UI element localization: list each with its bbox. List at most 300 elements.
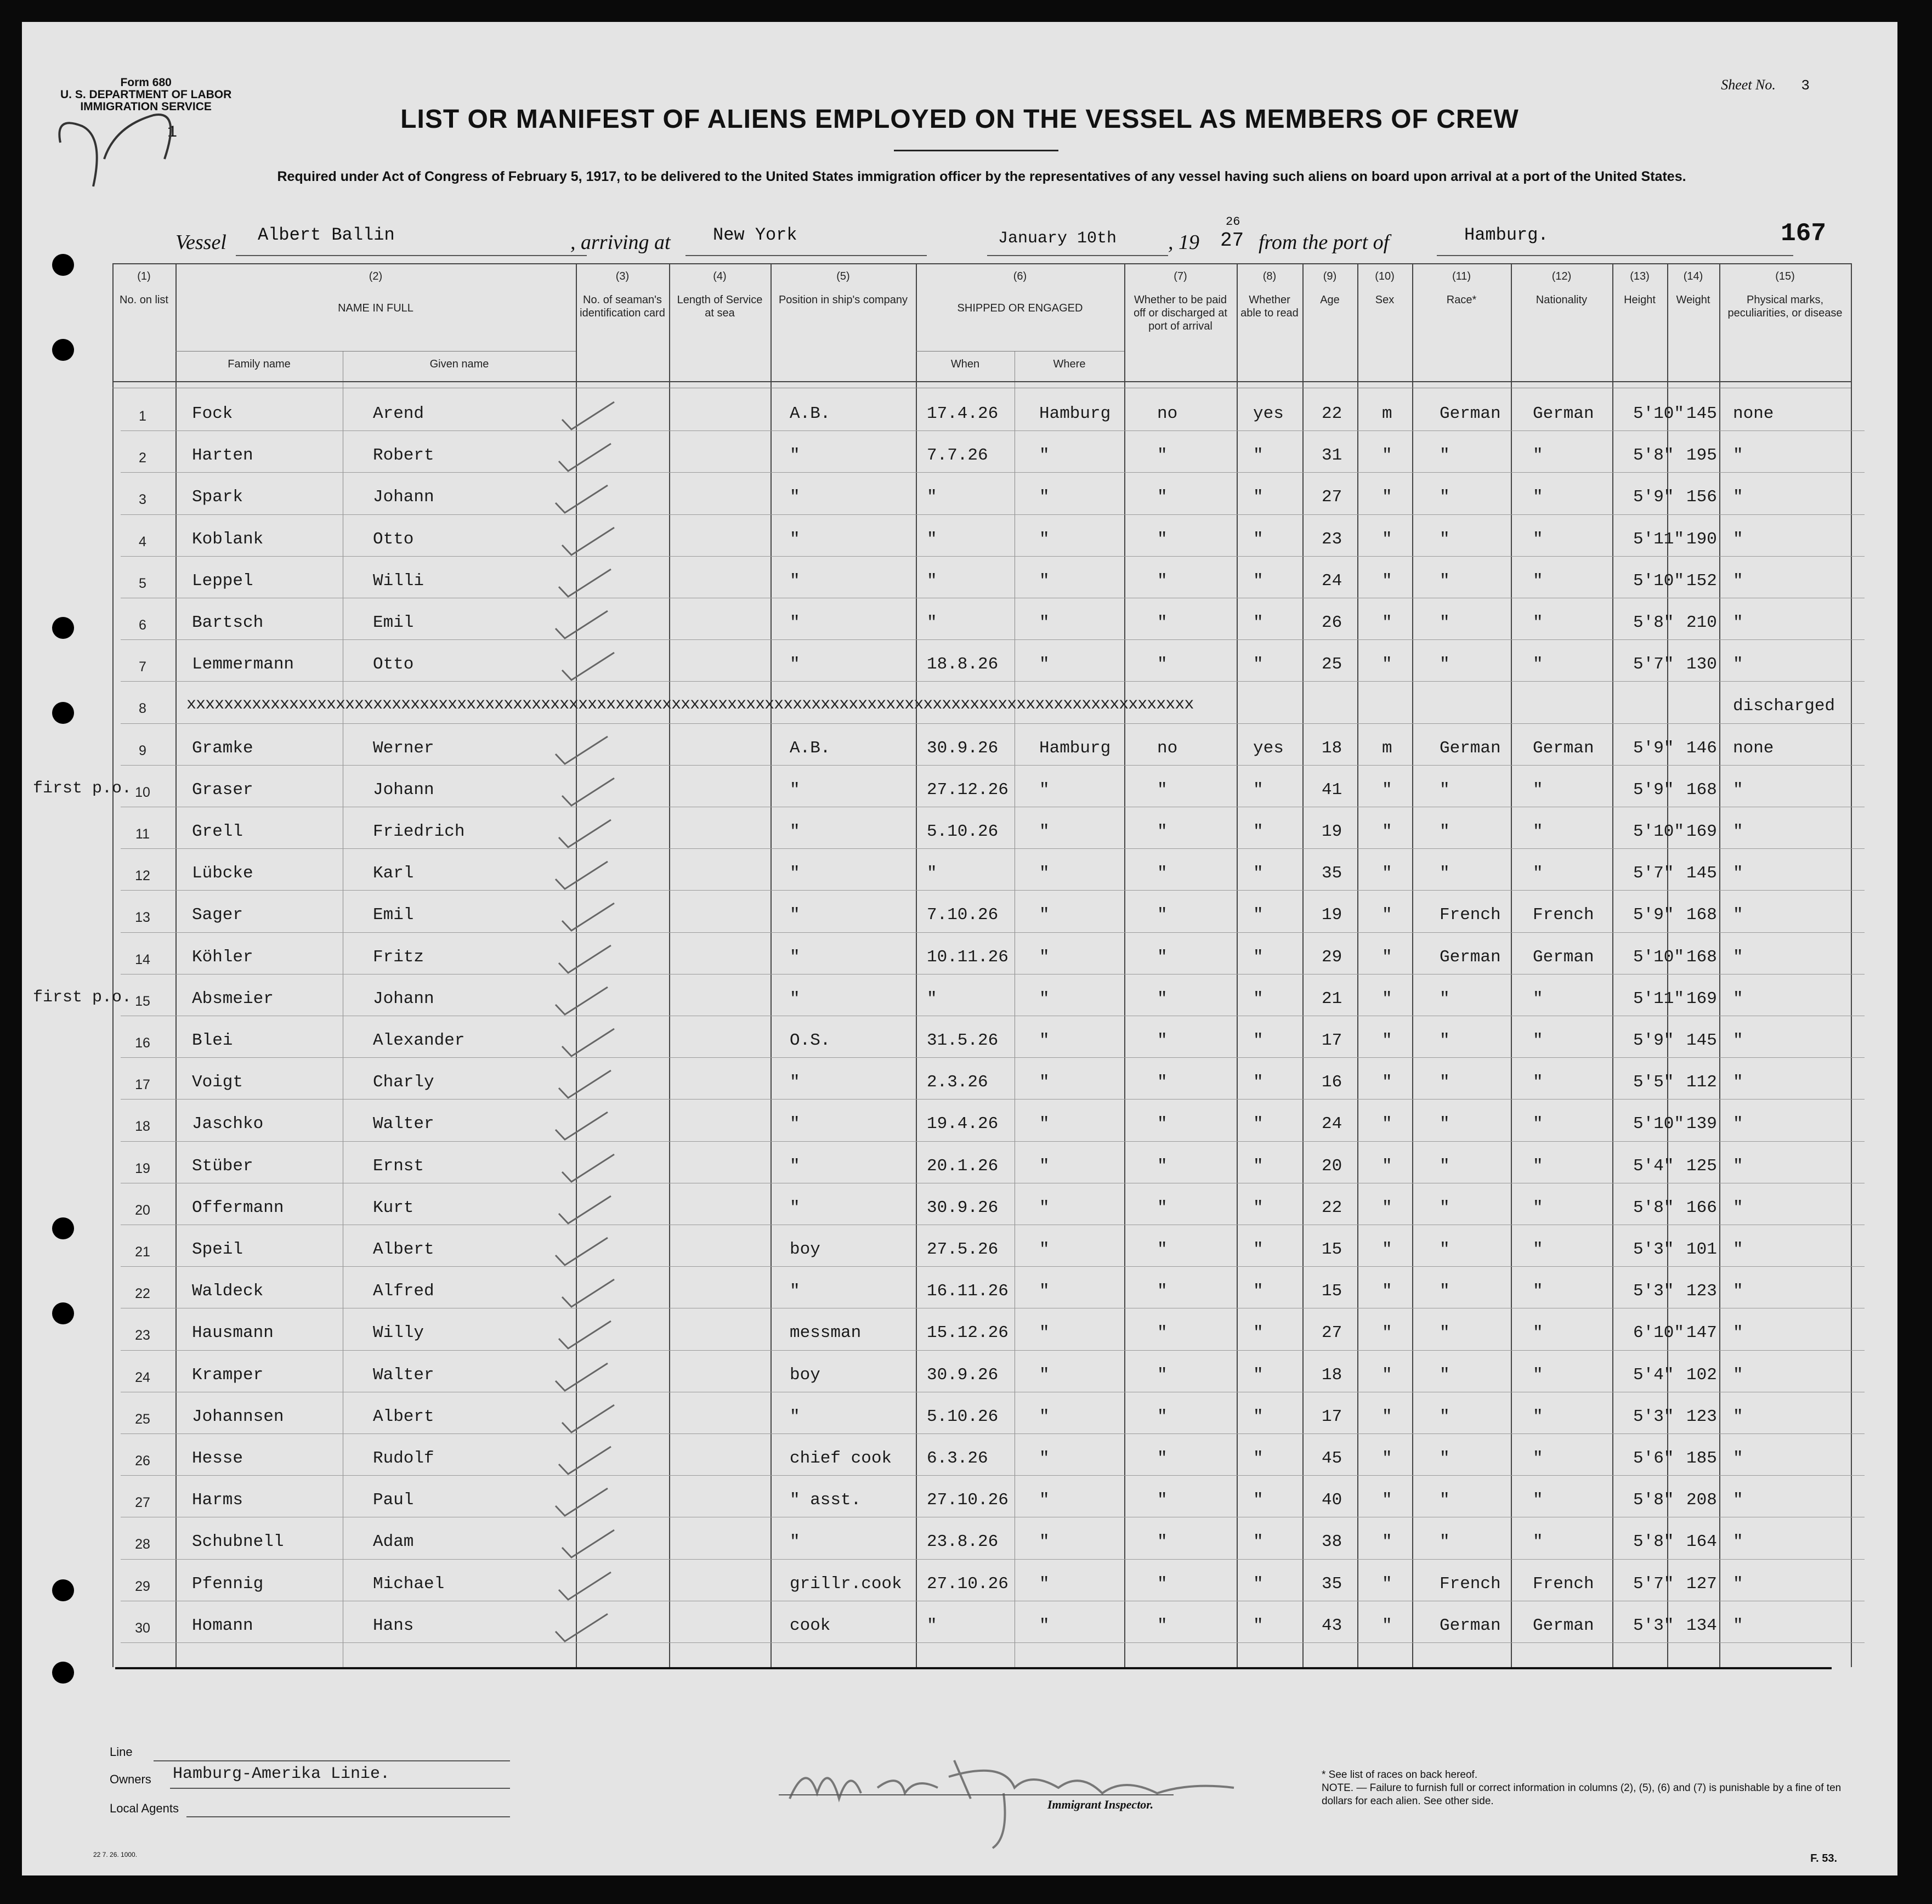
cell-where: Hamburg (1039, 404, 1111, 423)
cell-race: " (1440, 1365, 1450, 1385)
cell-height: 5'5" (1633, 1073, 1674, 1092)
cell-sex: " (1382, 1114, 1392, 1134)
binder-hole (52, 254, 74, 276)
cell-given: Johann (373, 989, 434, 1008)
cell-height: 5'8" (1633, 1491, 1674, 1510)
column-rule (1357, 263, 1358, 1667)
cell-age: 16 (1322, 1073, 1342, 1092)
cell-given: Adam (373, 1532, 414, 1552)
cell-when: 23.8.26 (927, 1532, 999, 1552)
cell-sex: " (1382, 446, 1392, 466)
cell-height: 5'7" (1633, 655, 1674, 675)
cell-nat: " (1533, 655, 1543, 675)
cell-marks: " (1733, 1449, 1743, 1468)
cell-height: 5'8" (1633, 446, 1674, 466)
cell-where: " (1039, 1156, 1050, 1176)
cell-where: " (1039, 655, 1050, 675)
cell-weight: 102 (1686, 1365, 1717, 1385)
margin-note: first p.o. (33, 779, 132, 798)
cell-age: 17 (1322, 1407, 1342, 1426)
column-subheader-c6a: When (950, 358, 980, 370)
cell-marks: " (1733, 1407, 1743, 1426)
cell-height: 5'9" (1633, 738, 1674, 758)
cell-height: 5'3" (1633, 1616, 1674, 1635)
cell-age: 17 (1322, 1031, 1342, 1050)
cell-nat: " (1533, 1449, 1543, 1468)
row-number: 25 (135, 1411, 150, 1427)
cell-age: 21 (1322, 989, 1342, 1008)
service-name: IMMIGRATION SERVICE (80, 100, 212, 113)
cell-marks: " (1733, 1073, 1743, 1092)
cell-height: 5'4" (1633, 1365, 1674, 1385)
cell-nat: French (1533, 1574, 1594, 1594)
cell-weight: 145 (1686, 404, 1717, 423)
owners-value: Hamburg-Amerika Linie. (173, 1765, 390, 1783)
margin-note: first p.o. (33, 988, 132, 1007)
cell-age: 18 (1322, 738, 1342, 758)
cell-paid: " (1157, 780, 1168, 800)
cell-given: Walter (373, 1365, 434, 1385)
id-card-checkmark (556, 1066, 616, 1104)
cell-read: yes (1253, 404, 1284, 423)
cell-age: 15 (1322, 1240, 1342, 1259)
row-rule (121, 1475, 1865, 1476)
cell-height: 5'10" (1633, 571, 1685, 591)
cell-given: Arend (373, 404, 424, 423)
vessel-label: Vessel (175, 231, 226, 254)
id-card-checkmark (559, 1401, 620, 1439)
cell-paid: " (1157, 1532, 1168, 1552)
cell-read: " (1253, 1616, 1264, 1635)
row-rule (121, 1642, 1865, 1643)
cell-position: cook (790, 1616, 831, 1635)
row-number: 26 (135, 1453, 150, 1469)
cell-age: 19 (1322, 822, 1342, 841)
cell-age: 24 (1322, 1114, 1342, 1134)
cell-family: Harten (192, 446, 253, 466)
cell-read: " (1253, 947, 1264, 967)
cell-age: 35 (1322, 864, 1342, 883)
row-number: 21 (135, 1244, 150, 1260)
cell-position: " (790, 822, 800, 841)
cell-family: Graser (192, 780, 253, 800)
row-number: 2 (139, 450, 146, 466)
cell-when: 27.5.26 (927, 1240, 999, 1259)
id-card-checkmark (559, 1275, 620, 1313)
cell-marks: discharged (1733, 696, 1835, 716)
cell-sex: " (1382, 1031, 1392, 1050)
cell-position: A.B. (790, 738, 831, 758)
cell-paid: " (1157, 905, 1168, 925)
cell-marks: " (1733, 1574, 1743, 1594)
column-header-c11: Race* (1446, 294, 1477, 306)
from-port-label: from the port of (1259, 231, 1390, 254)
column-subheader-c6b: Where (1053, 358, 1086, 370)
column-header-c15: Physical marks, peculiarities, or disease (1727, 294, 1843, 319)
row-number: 3 (139, 492, 146, 508)
cell-when: 6.3.26 (927, 1449, 988, 1468)
cell-sex: " (1382, 1365, 1392, 1385)
cell-age: 41 (1322, 780, 1342, 800)
cell-family: Speil (192, 1240, 243, 1259)
cell-weight: 127 (1686, 1574, 1717, 1594)
cell-given: Emil (373, 613, 414, 632)
binder-hole (52, 1579, 74, 1601)
cell-position: " (790, 947, 800, 967)
cell-read: " (1253, 446, 1264, 466)
column-number: (15) (1775, 270, 1795, 282)
cell-weight: 168 (1686, 947, 1717, 967)
column-number: (2) (369, 270, 383, 282)
column-subheader-c2b: Given name (429, 358, 489, 370)
row-rule (121, 1099, 1865, 1100)
cell-given: Albert (373, 1407, 434, 1426)
id-card-checkmark (553, 481, 613, 519)
row-rule (121, 430, 1865, 431)
cell-race: " (1440, 529, 1450, 549)
cell-race: " (1440, 1532, 1450, 1552)
cell-family: Kramper (192, 1365, 264, 1385)
column-number: (14) (1683, 270, 1703, 282)
cell-position: " (790, 488, 800, 507)
cell-age: 15 (1322, 1282, 1342, 1301)
cell-sex: " (1382, 1491, 1392, 1510)
cell-family: Harms (192, 1491, 243, 1510)
name-subheader-rule (175, 351, 576, 352)
cell-marks: none (1733, 738, 1774, 758)
cell-family: Sager (192, 905, 243, 925)
arrival-year: 27 (1220, 229, 1244, 252)
cell-family: Voigt (192, 1073, 243, 1092)
id-card-checkmark (553, 1108, 613, 1146)
cell-marks: " (1733, 1616, 1743, 1635)
footnote (1322, 1769, 1843, 1808)
cell-age: 27 (1322, 488, 1342, 507)
cell-paid: " (1157, 1114, 1168, 1134)
cell-given: Karl (373, 864, 414, 883)
cell-marks: " (1733, 1156, 1743, 1176)
cell-nat: " (1533, 1282, 1543, 1301)
cell-nat: " (1533, 1365, 1543, 1385)
id-card-checkmark (556, 815, 616, 854)
cell-height: 5'11" (1633, 529, 1685, 549)
cell-where: " (1039, 488, 1050, 507)
column-header-c12: Nationality (1536, 294, 1588, 306)
cell-where: " (1039, 1616, 1050, 1635)
cell-height: 5'10" (1633, 404, 1685, 423)
cell-family: Absmeier (192, 989, 274, 1008)
cell-where: " (1039, 1240, 1050, 1259)
cell-paid: " (1157, 1156, 1168, 1176)
cell-nat: " (1533, 1156, 1543, 1176)
cell-marks: " (1733, 1323, 1743, 1343)
cell-sex: " (1382, 529, 1392, 549)
cell-position: chief cook (790, 1449, 892, 1468)
cell-position: boy (790, 1365, 820, 1385)
cell-sex: " (1382, 1532, 1392, 1552)
cell-sex: " (1382, 1198, 1392, 1217)
cell-where: " (1039, 989, 1050, 1008)
row-rule (121, 1559, 1865, 1560)
column-number: (3) (615, 270, 630, 282)
cell-given: Fritz (373, 947, 424, 967)
cell-weight: 147 (1686, 1323, 1717, 1343)
cell-race: " (1440, 989, 1450, 1008)
cell-position: " (790, 529, 800, 549)
row-number: 19 (135, 1160, 150, 1176)
row-number: 10 (135, 784, 150, 800)
cell-age: 43 (1322, 1616, 1342, 1635)
cell-family: Schubnell (192, 1532, 284, 1552)
cell-where: " (1039, 1365, 1050, 1385)
local-agents-label: Local Agents (110, 1801, 179, 1815)
cell-race: " (1440, 1491, 1450, 1510)
cell-read: " (1253, 1031, 1264, 1050)
cell-paid: " (1157, 1240, 1168, 1259)
cell-family: Fock (192, 404, 233, 423)
cell-marks: " (1733, 780, 1743, 800)
line-label: Line (110, 1745, 133, 1759)
cell-given: Alexander (373, 1031, 465, 1050)
cell-where: Hamburg (1039, 738, 1111, 758)
cell-position: " (790, 613, 800, 632)
cell-weight: 156 (1686, 488, 1717, 507)
column-number: (4) (713, 270, 727, 282)
cell-marks: " (1733, 905, 1743, 925)
cell-height: 5'7" (1633, 864, 1674, 883)
cell-sex: " (1382, 947, 1392, 967)
row-rule (121, 1057, 1865, 1058)
cell-race: " (1440, 1282, 1450, 1301)
id-card-checkmark (559, 774, 620, 812)
cell-when: " (927, 488, 937, 507)
cell-read: " (1253, 864, 1264, 883)
binder-hole (52, 1662, 74, 1684)
cell-family: Homann (192, 1616, 253, 1635)
row-number: 18 (135, 1119, 150, 1135)
cell-paid: no (1157, 738, 1178, 758)
row-number: 28 (135, 1537, 150, 1552)
cell-read: yes (1253, 738, 1284, 758)
cell-marks: " (1733, 613, 1743, 632)
cell-paid: " (1157, 571, 1168, 591)
cell-nat: " (1533, 1198, 1543, 1217)
row-rule (121, 681, 1865, 682)
cell-where: " (1039, 1198, 1050, 1217)
cell-when: 5.10.26 (927, 1407, 999, 1426)
cell-given: Friedrich (373, 822, 465, 841)
cell-height: 5'8" (1633, 613, 1674, 632)
cell-weight: 166 (1686, 1198, 1717, 1217)
id-card-checkmark (559, 398, 620, 436)
cell-age: 22 (1322, 404, 1342, 423)
row-number: 12 (135, 868, 150, 884)
cell-position: messman (790, 1323, 862, 1343)
strikeout-row: xxxxxxxxxxxxxxxxxxxxxxxxxxxxxxxxxxxxxxxxxxxxxxxxxxxxxxxxxxxxxxxxxxxxxxxxxxxxxxxxxxxxxxxxxxxxxxxxxxxxxxxxxxxx (186, 695, 1194, 715)
cell-race: " (1440, 488, 1450, 507)
row-number: 27 (135, 1495, 150, 1511)
cell-when: 17.4.26 (927, 404, 999, 423)
column-rule (1851, 263, 1852, 1667)
cell-read: " (1253, 1323, 1264, 1343)
cell-position: grillr.cook (790, 1574, 902, 1594)
cell-age: 22 (1322, 1198, 1342, 1217)
cell-when: 19.4.26 (927, 1114, 999, 1134)
cell-given: Charly (373, 1073, 434, 1092)
departure-port: Hamburg. (1464, 225, 1549, 245)
column-rule (112, 263, 114, 1667)
cell-race: " (1440, 655, 1450, 675)
cell-given: Rudolf (373, 1449, 434, 1468)
cell-when: 10.11.26 (927, 947, 1009, 967)
cell-read: " (1253, 1114, 1264, 1134)
row-number: 30 (135, 1620, 150, 1636)
cell-where: " (1039, 1031, 1050, 1050)
cell-family: Offermann (192, 1198, 284, 1217)
cell-weight: 145 (1686, 864, 1717, 883)
cell-weight: 123 (1686, 1407, 1717, 1426)
cell-where: " (1039, 780, 1050, 800)
sheet-number (1721, 77, 1810, 94)
cell-nat: " (1533, 780, 1543, 800)
id-card-checkmark (559, 1526, 620, 1564)
table-bottom-rule (115, 1667, 1832, 1669)
row-rule (121, 723, 1865, 724)
cell-sex: " (1382, 822, 1392, 841)
column-rule (916, 263, 917, 1667)
cell-given: Otto (373, 655, 414, 675)
cell-marks: none (1733, 404, 1774, 423)
cell-read: " (1253, 529, 1264, 549)
cell-marks: " (1733, 446, 1743, 466)
cell-read: " (1253, 1449, 1264, 1468)
row-number: 20 (135, 1202, 150, 1218)
page-number: 167 (1781, 219, 1826, 248)
cell-race: " (1440, 1407, 1450, 1426)
cell-age: 23 (1322, 529, 1342, 549)
cell-when: " (927, 613, 937, 632)
cell-race: German (1440, 1616, 1501, 1635)
cell-when: 16.11.26 (927, 1282, 1009, 1301)
id-card-checkmark (559, 1150, 620, 1188)
cell-sex: " (1382, 989, 1392, 1008)
cell-weight: 152 (1686, 571, 1717, 591)
cell-age: 40 (1322, 1491, 1342, 1510)
row-number: 1 (139, 409, 146, 424)
cell-age: 29 (1322, 947, 1342, 967)
id-card-checkmark (559, 899, 620, 937)
cell-nat: " (1533, 1073, 1543, 1092)
cell-race: " (1440, 1198, 1450, 1217)
cell-read: " (1253, 822, 1264, 841)
cell-weight: 101 (1686, 1240, 1717, 1259)
row-rule (121, 639, 1865, 640)
binder-hole (52, 617, 74, 639)
cell-marks: " (1733, 1114, 1743, 1134)
manifest-sheet (22, 22, 1897, 1875)
cell-nat: French (1533, 905, 1594, 925)
cell-height: 5'8" (1633, 1532, 1674, 1552)
cell-weight: 210 (1686, 613, 1717, 632)
cell-sex: " (1382, 1282, 1392, 1301)
cell-where: " (1039, 1491, 1050, 1510)
cell-height: 5'3" (1633, 1407, 1674, 1426)
column-number: (11) (1452, 270, 1471, 282)
cell-where: " (1039, 905, 1050, 925)
row-number: 6 (139, 617, 146, 633)
row-rule (121, 1266, 1865, 1267)
cell-where: " (1039, 947, 1050, 967)
column-rule (770, 263, 772, 1667)
cell-when: " (927, 989, 937, 1008)
cell-sex: " (1382, 864, 1392, 883)
cell-weight: 112 (1686, 1073, 1717, 1092)
column-header-c4: Length of Service at sea (677, 294, 763, 319)
row-rule (121, 765, 1865, 766)
cell-nat: " (1533, 1240, 1543, 1259)
cell-position: " asst. (790, 1491, 862, 1510)
cell-position: " (790, 446, 800, 466)
cell-age: 26 (1322, 613, 1342, 632)
id-card-checkmark (556, 1317, 616, 1355)
row-number: 4 (139, 534, 146, 549)
cell-read: " (1253, 1365, 1264, 1385)
column-rule (1302, 263, 1304, 1667)
owners-label: Owners (110, 1772, 151, 1786)
cell-when: 7.10.26 (927, 905, 999, 925)
cell-nat: " (1533, 1532, 1543, 1552)
cell-paid: " (1157, 989, 1168, 1008)
cell-paid: " (1157, 1491, 1168, 1510)
cell-position: " (790, 571, 800, 591)
year-prefix: , 19 (1168, 231, 1199, 254)
column-rule (175, 263, 177, 1667)
cell-race: French (1440, 905, 1501, 925)
cell-paid: " (1157, 529, 1168, 549)
id-card-checkmark (556, 565, 616, 603)
row-rule (121, 556, 1865, 557)
cell-nat: " (1533, 822, 1543, 841)
column-number: (5) (836, 270, 850, 282)
row-rule (121, 1141, 1865, 1142)
cell-weight: 130 (1686, 655, 1717, 675)
cell-race: " (1440, 1156, 1450, 1176)
row-number: 13 (135, 910, 150, 926)
cell-position: " (790, 655, 800, 675)
cell-read: " (1253, 655, 1264, 675)
arrival-port: New York (713, 225, 797, 245)
cell-age: 35 (1322, 1574, 1342, 1594)
cell-family: Hesse (192, 1449, 243, 1468)
cell-height: 5'3" (1633, 1240, 1674, 1259)
cell-sex: " (1382, 1407, 1392, 1426)
cell-sex: " (1382, 571, 1392, 591)
column-number: (8) (1262, 270, 1277, 282)
column-number: (13) (1630, 270, 1650, 282)
department-name: U. S. DEPARTMENT OF LABOR (60, 88, 232, 101)
cell-age: 25 (1322, 655, 1342, 675)
id-card-checkmark (553, 983, 613, 1021)
id-card-checkmark (553, 1359, 613, 1397)
column-header-c9: Age (1320, 294, 1340, 306)
cell-weight: 145 (1686, 1031, 1717, 1050)
column-header-c8: Whether able to read (1240, 294, 1299, 319)
cell-nat: " (1533, 1114, 1543, 1134)
row-number: 24 (135, 1369, 150, 1385)
cell-family: Bartsch (192, 613, 264, 632)
cell-where: " (1039, 822, 1050, 841)
header-bottom-rule (112, 381, 1851, 382)
